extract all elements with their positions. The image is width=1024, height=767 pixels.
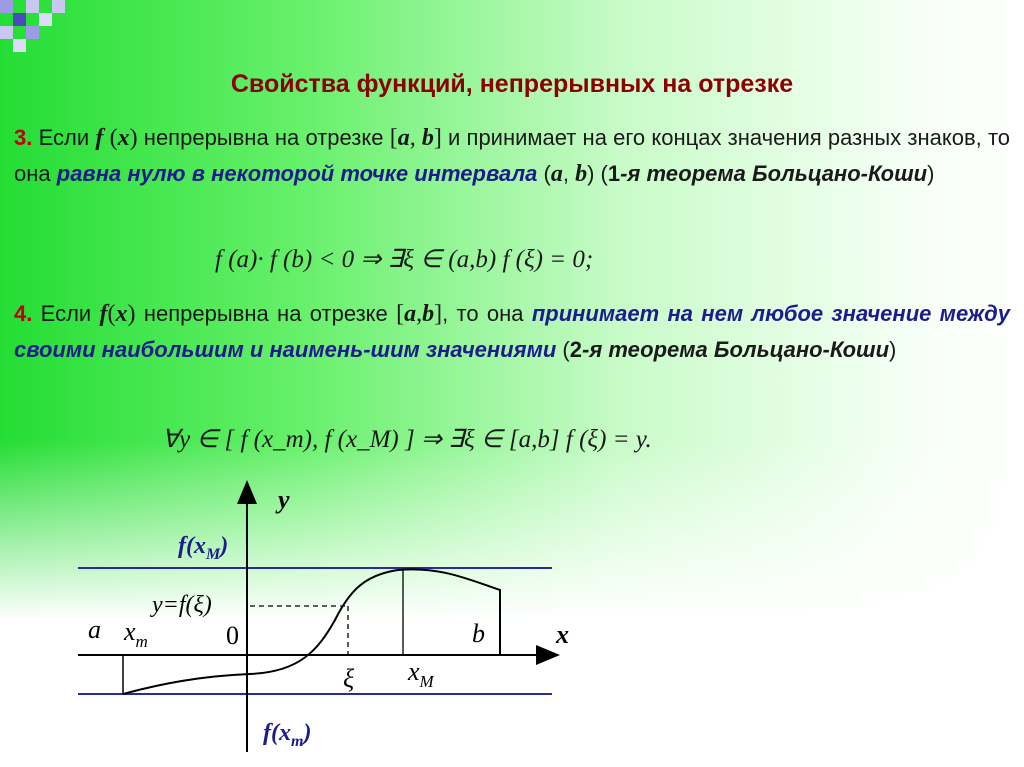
theorem-3-a: a — [397, 125, 410, 151]
theorem-4-highlight: принимает на нем любое значение между своими наибольшим и наимень-шим значениями — [14, 301, 1010, 362]
theorem-4-b: b — [422, 301, 435, 327]
axis-x-label: x — [556, 620, 569, 649]
label-a: a — [88, 615, 101, 644]
theorem-3-if: Если — [38, 125, 90, 150]
theorem-4-if: Если — [40, 301, 92, 326]
theorem-4-name: -я теорема Больцано-Коши — [582, 337, 890, 362]
axis-y-label: y — [278, 485, 290, 514]
corner-decoration — [0, 0, 80, 60]
theorem-3-b: b — [421, 125, 434, 151]
theorem-4-a: a — [404, 301, 417, 327]
f-xM-label: $f(x_M)$ — [178, 533, 229, 563]
theorem-3-num: 1 — [607, 161, 621, 186]
theorem-4-num: 2 — [569, 337, 582, 362]
label-zero: 0 — [226, 621, 239, 650]
theorem-3-f: f — [95, 125, 104, 151]
theorem-3-name: -я теорема Больцано-Коши — [620, 161, 928, 186]
label-xi: ξ — [343, 664, 355, 693]
theorem-4-f: f — [99, 301, 108, 327]
theorem-4-x: x — [115, 301, 128, 327]
function-curve — [123, 569, 500, 694]
theorem-4-t1: непрерывна на отрезке — [143, 301, 388, 326]
theorem-3-text: 3. Если f (x) непрерывна на отрезке [a, b] и принимает на его концах значения разных знаков, то она равна нулю в некоторой точке интервала (a, b) (1-я теорема Больцано-Коши) — [14, 125, 1011, 187]
theorem-3-number: 3. — [14, 125, 33, 150]
theorem-3-a2: a — [550, 161, 563, 187]
f-xm-label: $f(x_m)$ — [263, 720, 312, 750]
label-b: b — [472, 619, 485, 648]
theorem-3-t1: непрерывна на отрезке — [143, 125, 384, 150]
theorem-3-b2: b — [575, 161, 588, 187]
theorem-4-t2: , то она — [442, 301, 524, 326]
slide-title: Свойства функций, непрерывных на отрезке — [230, 70, 794, 98]
theorem-4-number: 4. — [14, 301, 33, 326]
y-f-xi-label: y=f(ξ) — [152, 592, 212, 618]
theorem-3-x: x — [117, 125, 130, 151]
label-xm: $x_m$ — [124, 617, 148, 651]
graph-diagram — [0, 470, 1024, 767]
label-xM: $x_M$ — [408, 657, 434, 691]
formula-2: ∀y ∈ [ f (x_m), f (x_M) ] ⇒ ∃ξ ∈ [a,b] f (ξ) = y. — [162, 426, 652, 453]
theorem-4-text: 4. Если f(x) непрерывна на отрезке [a,b], то она принимает на нем любое значение между своими наибольшим и наимень-шим значениями (2-я теорема Больцано-Коши) — [14, 301, 1010, 362]
formula-1: f (a)· f (b) < 0 ⇒ ∃ξ ∈ (a,b) f (ξ) = 0; — [215, 246, 594, 273]
theorem-3-t2: и принимает на его концах значения разных знаков, то она — [14, 125, 1011, 186]
theorem-3-highlight: равна нулю в некоторой точке интервала — [56, 161, 538, 186]
